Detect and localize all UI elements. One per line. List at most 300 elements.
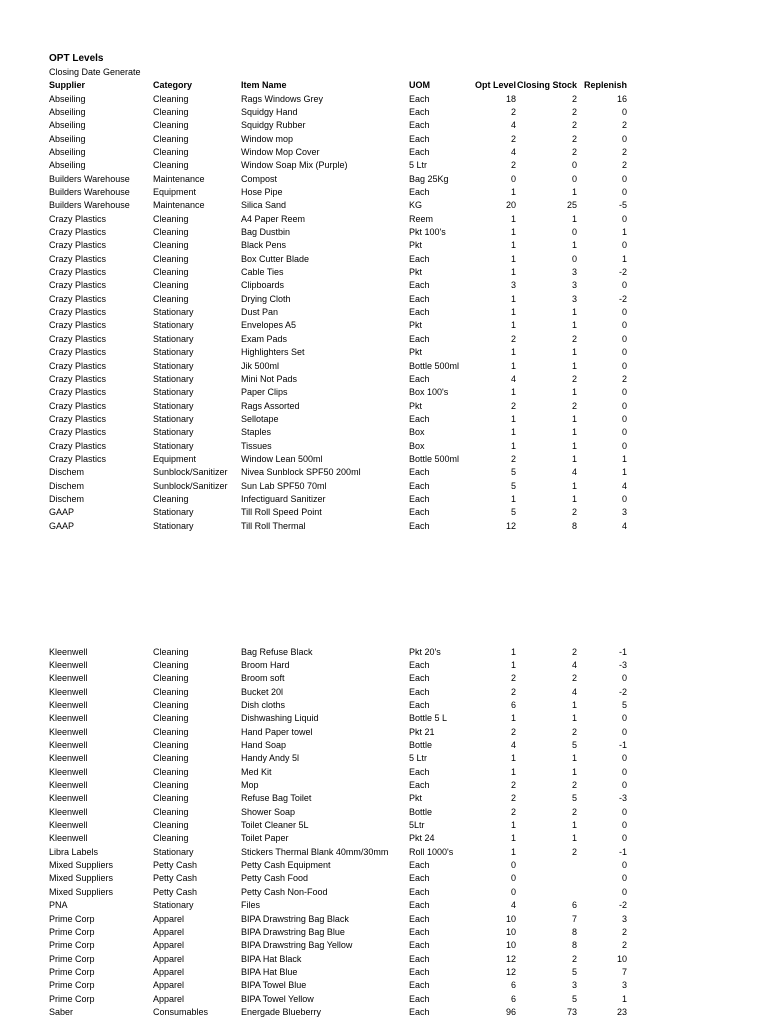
cell-opt-level: 4 bbox=[510, 120, 516, 131]
cell-category: Cleaning bbox=[153, 820, 189, 831]
cell-uom: Each bbox=[409, 780, 430, 790]
table-row bbox=[0, 199, 768, 212]
cell-opt-level: 1 bbox=[510, 766, 516, 777]
cell-closing-stock: 5 bbox=[571, 793, 577, 804]
cell-category: Cleaning bbox=[153, 659, 189, 670]
table-row bbox=[0, 426, 768, 439]
cell-replenish: 1 bbox=[621, 453, 627, 464]
cell-closing-stock: 6 bbox=[571, 900, 577, 911]
header-opt-level: Opt Level bbox=[474, 80, 516, 90]
cell-uom: Each bbox=[409, 106, 430, 117]
table-row bbox=[0, 699, 768, 712]
cell-replenish: -2 bbox=[618, 293, 627, 304]
header-item-name: Item Name bbox=[241, 80, 287, 90]
cell-opt-level: 1 bbox=[510, 387, 516, 398]
cell-uom: Pkt bbox=[409, 793, 423, 804]
cell-uom: 5 Ltr bbox=[409, 160, 428, 171]
cell-item-name: Highlighters Set bbox=[241, 347, 305, 358]
cell-item-name: Files bbox=[241, 900, 261, 911]
cell-item-name: BIPA Hat Black bbox=[241, 953, 302, 964]
cell-closing-stock: 2 bbox=[571, 133, 577, 144]
cell-item-name: Petty Cash Non-Food bbox=[241, 886, 328, 897]
cell-category: Apparel bbox=[153, 926, 185, 937]
cell-uom: Each bbox=[409, 873, 430, 884]
cell-replenish: 0 bbox=[621, 387, 627, 398]
cell-opt-level: 1 bbox=[510, 213, 516, 224]
cell-uom: KG bbox=[409, 200, 423, 211]
cell-category: Stationary bbox=[153, 900, 194, 911]
cell-category: Apparel bbox=[153, 913, 185, 924]
cell-item-name: Squidgy Hand bbox=[241, 106, 298, 117]
cell-category: Cleaning bbox=[153, 793, 189, 804]
cell-category: Apparel bbox=[153, 940, 185, 951]
cell-supplier: Mixed Suppliers bbox=[49, 886, 114, 897]
cell-supplier: Crazy Plastics bbox=[49, 427, 107, 438]
cell-replenish: -2 bbox=[618, 900, 627, 911]
table-row bbox=[0, 159, 768, 172]
cell-supplier: Kleenwell bbox=[49, 806, 88, 817]
cell-uom: Each bbox=[409, 900, 430, 911]
cell-replenish: 2 bbox=[621, 940, 627, 951]
cell-closing-stock: 1 bbox=[571, 307, 577, 318]
cell-uom: Each bbox=[409, 307, 430, 318]
cell-uom: Reem bbox=[409, 213, 434, 224]
cell-item-name: Bag Refuse Black bbox=[241, 646, 313, 657]
cell-replenish: 0 bbox=[621, 806, 627, 817]
cell-opt-level: 1 bbox=[510, 753, 516, 764]
cell-closing-stock: 2 bbox=[571, 953, 577, 964]
cell-category: Consumables bbox=[153, 1006, 209, 1017]
table-row bbox=[0, 346, 768, 359]
cell-supplier: Dischem bbox=[49, 467, 85, 478]
cell-closing-stock: 2 bbox=[571, 333, 577, 344]
cell-opt-level: 2 bbox=[510, 780, 516, 790]
cell-supplier: Builders Warehouse bbox=[49, 173, 130, 184]
cell-item-name: Till Roll Speed Point bbox=[241, 507, 322, 518]
cell-supplier: Crazy Plastics bbox=[49, 373, 107, 384]
cell-opt-level: 1 bbox=[510, 659, 516, 670]
cell-category: Cleaning bbox=[153, 133, 189, 144]
cell-supplier: Crazy Plastics bbox=[49, 307, 107, 318]
cell-supplier: Abseiling bbox=[49, 106, 86, 117]
cell-opt-level: 4 bbox=[510, 146, 516, 157]
table-row bbox=[0, 739, 768, 752]
table-row bbox=[0, 133, 768, 146]
cell-replenish: 1 bbox=[621, 253, 627, 264]
cell-supplier: Crazy Plastics bbox=[49, 333, 107, 344]
cell-opt-level: 2 bbox=[510, 400, 516, 411]
cell-uom: Pkt bbox=[409, 400, 423, 411]
cell-uom: Each bbox=[409, 333, 430, 344]
cell-replenish: 2 bbox=[621, 120, 627, 131]
table-row bbox=[0, 872, 768, 885]
cell-item-name: Exam Pads bbox=[241, 333, 288, 344]
cell-item-name: Nivea Sunblock SPF50 200ml bbox=[241, 467, 361, 478]
cell-uom: Pkt 21 bbox=[409, 726, 435, 737]
cell-replenish: -3 bbox=[618, 659, 627, 670]
cell-item-name: A4 Paper Reem bbox=[241, 213, 306, 224]
cell-uom: Pkt bbox=[409, 240, 423, 251]
cell-closing-stock: 4 bbox=[571, 467, 577, 478]
cell-closing-stock: 2 bbox=[571, 106, 577, 117]
cell-uom: Bottle 5 L bbox=[409, 713, 448, 724]
cell-supplier: Crazy Plastics bbox=[49, 360, 107, 371]
cell-replenish: 1 bbox=[621, 227, 627, 237]
cell-supplier: Kleenwell bbox=[49, 699, 88, 710]
cell-item-name: Hose Pipe bbox=[241, 186, 283, 197]
cell-uom: Pkt 20's bbox=[409, 646, 441, 657]
cell-uom: Bottle bbox=[409, 806, 433, 817]
cell-uom: Box 100's bbox=[409, 387, 449, 398]
cell-closing-stock: 0 bbox=[571, 227, 577, 237]
cell-replenish: 0 bbox=[621, 673, 627, 684]
cell-replenish: -2 bbox=[618, 267, 627, 278]
cell-replenish: 0 bbox=[621, 753, 627, 764]
cell-closing-stock: 2 bbox=[571, 780, 577, 790]
cell-item-name: Window mop bbox=[241, 133, 294, 144]
cell-replenish: 0 bbox=[621, 186, 627, 197]
cell-replenish: -1 bbox=[618, 646, 627, 657]
cell-supplier: Crazy Plastics bbox=[49, 227, 107, 237]
cell-uom: Each bbox=[409, 520, 430, 531]
cell-supplier: Kleenwell bbox=[49, 753, 88, 764]
table-row bbox=[0, 186, 768, 199]
cell-item-name: Hand Soap bbox=[241, 739, 287, 750]
cell-opt-level: 0 bbox=[510, 860, 516, 871]
cell-uom: Bag 25Kg bbox=[409, 173, 449, 184]
cell-closing-stock: 8 bbox=[571, 940, 577, 951]
cell-supplier: GAAP bbox=[49, 520, 75, 531]
cell-replenish: 3 bbox=[621, 980, 627, 991]
cell-replenish: -2 bbox=[618, 686, 627, 697]
cell-item-name: Window Soap Mix (Purple) bbox=[241, 160, 348, 171]
cell-closing-stock: 4 bbox=[571, 686, 577, 697]
cell-closing-stock: 1 bbox=[571, 480, 577, 491]
cell-category: Cleaning bbox=[153, 267, 189, 278]
cell-supplier: Kleenwell bbox=[49, 673, 88, 684]
cell-item-name: Window Lean 500ml bbox=[241, 453, 323, 464]
cell-item-name: Envelopes A5 bbox=[241, 320, 297, 331]
cell-uom: Each bbox=[409, 993, 430, 1004]
table-row bbox=[0, 672, 768, 685]
cell-replenish: 0 bbox=[621, 726, 627, 737]
cell-replenish: -5 bbox=[618, 200, 627, 211]
cell-uom: Pkt 100's bbox=[409, 227, 446, 237]
cell-opt-level: 1 bbox=[510, 240, 516, 251]
cell-supplier: Prime Corp bbox=[49, 966, 95, 977]
table-row bbox=[0, 453, 768, 466]
cell-supplier: Kleenwell bbox=[49, 780, 88, 790]
cell-category: Stationary bbox=[153, 360, 194, 371]
cell-supplier: Crazy Plastics bbox=[49, 253, 107, 264]
cell-uom: Pkt bbox=[409, 347, 423, 358]
cell-closing-stock: 1 bbox=[571, 320, 577, 331]
cell-category: Cleaning bbox=[153, 120, 189, 131]
cell-category: Cleaning bbox=[153, 766, 189, 777]
table-row bbox=[0, 106, 768, 119]
cell-closing-stock: 5 bbox=[571, 966, 577, 977]
cell-category: Petty Cash bbox=[153, 873, 198, 884]
cell-supplier: Crazy Plastics bbox=[49, 280, 107, 291]
cell-opt-level: 1 bbox=[510, 440, 516, 451]
table-row bbox=[0, 146, 768, 159]
cell-uom: Each bbox=[409, 146, 430, 157]
cell-item-name: Refuse Bag Toilet bbox=[241, 793, 312, 804]
table-row bbox=[0, 279, 768, 292]
cell-category: Stationary bbox=[153, 440, 194, 451]
cell-category: Stationary bbox=[153, 846, 194, 857]
cell-opt-level: 0 bbox=[510, 886, 516, 897]
table-row bbox=[0, 119, 768, 132]
cell-uom: Each bbox=[409, 966, 430, 977]
cell-item-name: Squidgy Rubber bbox=[241, 120, 306, 131]
cell-opt-level: 12 bbox=[505, 520, 516, 531]
cell-item-name: Petty Cash Equipment bbox=[241, 860, 331, 871]
cell-replenish: -3 bbox=[618, 793, 627, 804]
cell-replenish: 0 bbox=[621, 780, 627, 790]
cell-uom: Each bbox=[409, 766, 430, 777]
cell-replenish: 0 bbox=[621, 873, 627, 884]
cell-replenish: 0 bbox=[621, 347, 627, 358]
table-row bbox=[0, 779, 768, 792]
cell-opt-level: 1 bbox=[510, 227, 516, 237]
cell-category: Cleaning bbox=[153, 293, 189, 304]
cell-closing-stock: 1 bbox=[571, 453, 577, 464]
cell-item-name: Black Pens bbox=[241, 240, 287, 251]
table-row bbox=[0, 306, 768, 319]
table-row bbox=[0, 686, 768, 699]
cell-supplier: Prime Corp bbox=[49, 980, 95, 991]
cell-replenish: 0 bbox=[621, 106, 627, 117]
cell-item-name: BIPA Drawstring Bag Yellow bbox=[241, 940, 353, 951]
cell-item-name: Window Mop Cover bbox=[241, 146, 320, 157]
table-row bbox=[0, 253, 768, 266]
cell-replenish: 0 bbox=[621, 713, 627, 724]
cell-category: Apparel bbox=[153, 966, 185, 977]
table-row bbox=[0, 846, 768, 859]
cell-supplier: Prime Corp bbox=[49, 953, 95, 964]
table-row bbox=[0, 520, 768, 533]
cell-item-name: Petty Cash Food bbox=[241, 873, 309, 884]
cell-item-name: Sun Lab SPF50 70ml bbox=[241, 480, 327, 491]
cell-uom: Each bbox=[409, 467, 430, 478]
cell-closing-stock: 1 bbox=[571, 440, 577, 451]
cell-closing-stock: 1 bbox=[571, 213, 577, 224]
cell-supplier: Mixed Suppliers bbox=[49, 873, 114, 884]
cell-category: Stationary bbox=[153, 307, 194, 318]
cell-item-name: BIPA Hat Blue bbox=[241, 966, 298, 977]
table-row bbox=[0, 806, 768, 819]
cell-supplier: Crazy Plastics bbox=[49, 387, 107, 398]
cell-supplier: Kleenwell bbox=[49, 739, 88, 750]
cell-replenish: 0 bbox=[621, 307, 627, 318]
sheet-subtitle: Closing Date Generate bbox=[49, 67, 141, 77]
cell-replenish: 0 bbox=[621, 400, 627, 411]
cell-uom: Each bbox=[409, 953, 430, 964]
cell-item-name: Stickers Thermal Blank 40mm/30mm bbox=[241, 846, 389, 857]
table-row bbox=[0, 712, 768, 725]
cell-opt-level: 1 bbox=[510, 494, 516, 504]
cell-opt-level: 1 bbox=[510, 833, 516, 844]
cell-category: Cleaning bbox=[153, 146, 189, 157]
cell-opt-level: 2 bbox=[510, 160, 516, 171]
table-row bbox=[0, 886, 768, 899]
table-row bbox=[0, 239, 768, 252]
cell-category: Cleaning bbox=[153, 240, 189, 251]
cell-supplier: Saber bbox=[49, 1006, 74, 1017]
cell-replenish: 0 bbox=[621, 320, 627, 331]
cell-uom: Pkt bbox=[409, 267, 423, 278]
cell-uom: Each bbox=[409, 93, 430, 104]
table-row bbox=[0, 480, 768, 493]
cell-category: Sunblock/Sanitizer bbox=[153, 480, 228, 491]
cell-supplier: Crazy Plastics bbox=[49, 440, 107, 451]
cell-replenish: 0 bbox=[621, 766, 627, 777]
cell-supplier: Builders Warehouse bbox=[49, 186, 130, 197]
cell-supplier: Crazy Plastics bbox=[49, 240, 107, 251]
table-row bbox=[0, 319, 768, 332]
cell-closing-stock: 0 bbox=[571, 253, 577, 264]
cell-category: Stationary bbox=[153, 507, 194, 518]
cell-supplier: Mixed Suppliers bbox=[49, 860, 114, 871]
cell-item-name: Shower Soap bbox=[241, 806, 296, 817]
cell-category: Maintenance bbox=[153, 200, 205, 211]
table-row bbox=[0, 386, 768, 399]
cell-item-name: Box Cutter Blade bbox=[241, 253, 310, 264]
header-closing-stock: Closing Stock bbox=[516, 80, 577, 90]
cell-replenish: 4 bbox=[621, 520, 627, 531]
cell-closing-stock: 0 bbox=[571, 160, 577, 171]
table-row bbox=[0, 226, 768, 239]
cell-category: Cleaning bbox=[153, 646, 189, 657]
cell-item-name: BIPA Towel Yellow bbox=[241, 993, 314, 1004]
cell-opt-level: 0 bbox=[510, 173, 516, 184]
cell-opt-level: 1 bbox=[510, 347, 516, 358]
cell-replenish: 0 bbox=[621, 240, 627, 251]
cell-uom: Bottle 500ml bbox=[409, 453, 460, 464]
cell-replenish: -1 bbox=[618, 739, 627, 750]
cell-replenish: 0 bbox=[621, 133, 627, 144]
cell-replenish: 0 bbox=[621, 213, 627, 224]
cell-item-name: Sellotape bbox=[241, 413, 279, 424]
cell-closing-stock: 1 bbox=[571, 766, 577, 777]
cell-category: Cleaning bbox=[153, 106, 189, 117]
cell-opt-level: 1 bbox=[510, 186, 516, 197]
cell-category: Cleaning bbox=[153, 713, 189, 724]
cell-item-name: Compost bbox=[241, 173, 278, 184]
cell-replenish: 0 bbox=[621, 333, 627, 344]
cell-replenish: 1 bbox=[621, 993, 627, 1004]
cell-uom: Each bbox=[409, 913, 430, 924]
cell-opt-level: 18 bbox=[505, 93, 516, 104]
table-row bbox=[0, 646, 768, 659]
cell-item-name: BIPA Drawstring Bag Black bbox=[241, 913, 349, 924]
cell-uom: Each bbox=[409, 293, 430, 304]
table-row bbox=[0, 966, 768, 979]
cell-replenish: 0 bbox=[621, 280, 627, 291]
table-row bbox=[0, 173, 768, 186]
cell-category: Equipment bbox=[153, 453, 197, 464]
cell-category: Petty Cash bbox=[153, 860, 198, 871]
cell-opt-level: 2 bbox=[510, 453, 516, 464]
table-row bbox=[0, 859, 768, 872]
cell-opt-level: 1 bbox=[510, 267, 516, 278]
cell-replenish: 4 bbox=[621, 480, 627, 491]
cell-supplier: Libra Labels bbox=[49, 846, 99, 857]
cell-opt-level: 5 bbox=[510, 467, 516, 478]
cell-opt-level: 12 bbox=[505, 953, 516, 964]
table-row bbox=[0, 659, 768, 672]
cell-item-name: Infectiguard Sanitizer bbox=[241, 494, 326, 504]
cell-closing-stock: 1 bbox=[571, 753, 577, 764]
cell-closing-stock: 1 bbox=[571, 713, 577, 724]
cell-supplier: Crazy Plastics bbox=[49, 293, 107, 304]
cell-item-name: Hand Paper towel bbox=[241, 726, 313, 737]
cell-opt-level: 2 bbox=[510, 333, 516, 344]
cell-replenish: 5 bbox=[621, 699, 627, 710]
cell-uom: Each bbox=[409, 494, 430, 504]
cell-closing-stock: 5 bbox=[571, 739, 577, 750]
cell-closing-stock: 7 bbox=[571, 913, 577, 924]
cell-category: Cleaning bbox=[153, 686, 189, 697]
table-row bbox=[0, 440, 768, 453]
cell-closing-stock: 2 bbox=[571, 726, 577, 737]
cell-opt-level: 1 bbox=[510, 413, 516, 424]
cell-supplier: Crazy Plastics bbox=[49, 213, 107, 224]
cell-closing-stock: 3 bbox=[571, 293, 577, 304]
cell-uom: Each bbox=[409, 699, 430, 710]
cell-supplier: Kleenwell bbox=[49, 659, 88, 670]
cell-replenish: 2 bbox=[621, 926, 627, 937]
cell-replenish: 23 bbox=[616, 1006, 627, 1017]
cell-opt-level: 96 bbox=[505, 1006, 516, 1017]
cell-supplier: Crazy Plastics bbox=[49, 267, 107, 278]
cell-supplier: Abseiling bbox=[49, 146, 86, 157]
cell-supplier: Builders Warehouse bbox=[49, 200, 130, 211]
cell-closing-stock: 1 bbox=[571, 494, 577, 504]
table-row bbox=[0, 752, 768, 765]
cell-uom: Each bbox=[409, 133, 430, 144]
cell-closing-stock: 3 bbox=[571, 280, 577, 291]
table-row bbox=[0, 766, 768, 779]
cell-replenish: 0 bbox=[621, 413, 627, 424]
cell-opt-level: 1 bbox=[510, 253, 516, 264]
cell-supplier: Kleenwell bbox=[49, 686, 88, 697]
cell-opt-level: 5 bbox=[510, 507, 516, 518]
cell-supplier: Prime Corp bbox=[49, 913, 95, 924]
table-row bbox=[0, 792, 768, 805]
cell-supplier: Kleenwell bbox=[49, 820, 88, 831]
cell-closing-stock: 2 bbox=[571, 806, 577, 817]
cell-category: Stationary bbox=[153, 320, 194, 331]
table-row bbox=[0, 899, 768, 912]
cell-closing-stock: 1 bbox=[571, 186, 577, 197]
cell-category: Apparel bbox=[153, 993, 185, 1004]
cell-replenish: 0 bbox=[621, 886, 627, 897]
cell-closing-stock: 25 bbox=[566, 200, 577, 211]
cell-uom: Pkt 24 bbox=[409, 833, 435, 844]
cell-opt-level: 10 bbox=[505, 913, 516, 924]
cell-closing-stock: 2 bbox=[571, 646, 577, 657]
cell-replenish: 16 bbox=[616, 93, 627, 104]
cell-item-name: Toilet Paper bbox=[241, 833, 289, 844]
table-row bbox=[0, 993, 768, 1006]
cell-uom: Each bbox=[409, 120, 430, 131]
table-row bbox=[0, 832, 768, 845]
table-row bbox=[0, 913, 768, 926]
cell-opt-level: 2 bbox=[510, 686, 516, 697]
cell-item-name: Bucket 20l bbox=[241, 686, 284, 697]
